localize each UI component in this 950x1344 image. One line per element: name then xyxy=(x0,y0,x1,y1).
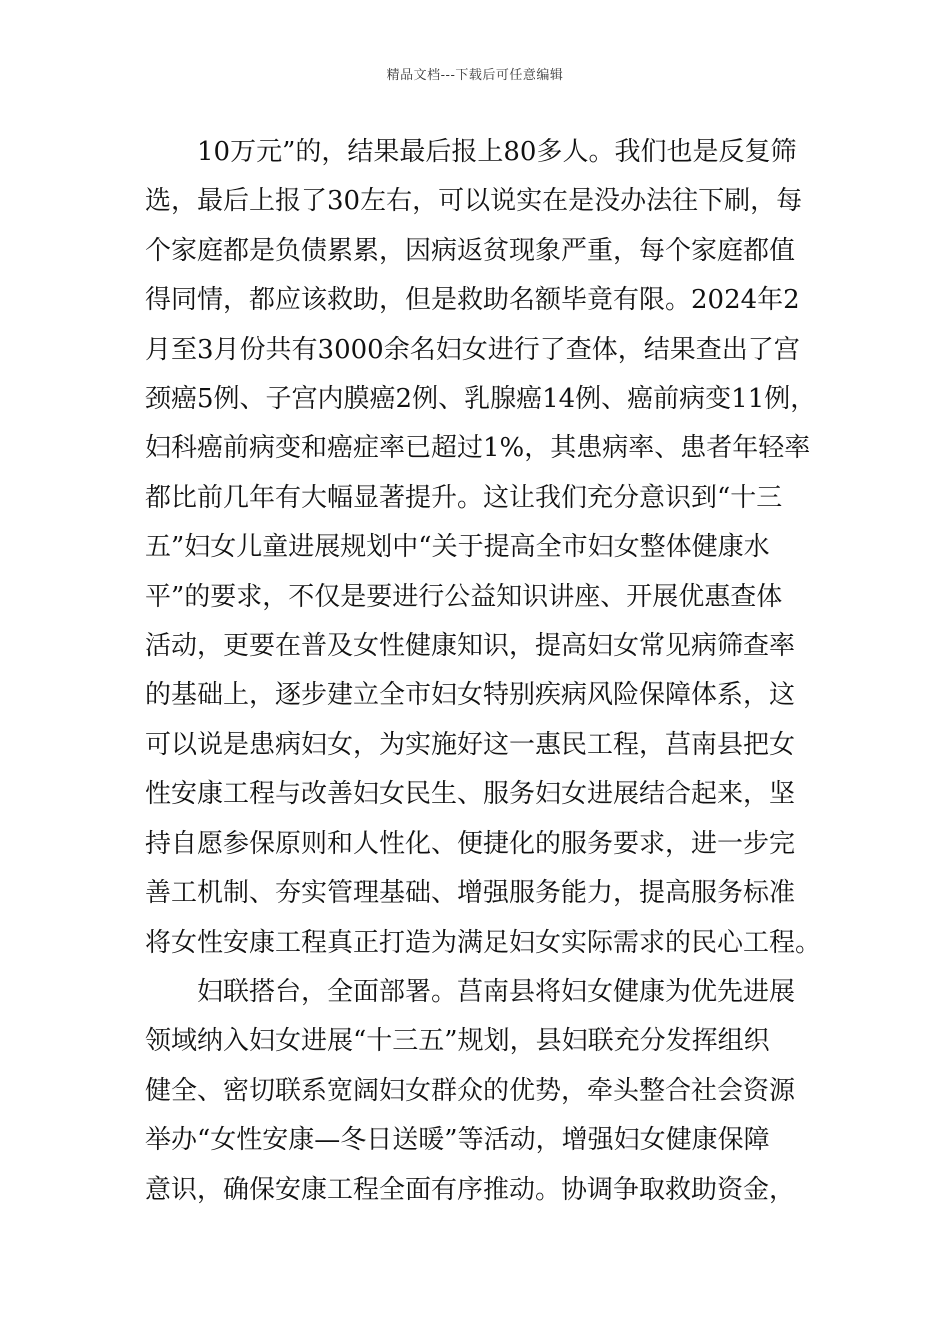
text-line: 举办“女性安康—冬日送暖”等活动，增强妇女健康保障 xyxy=(145,1125,770,1156)
document-body xyxy=(145,128,822,1215)
text-line: 得同情，都应该救助，但是救助名额毕竟有限。2024年2 xyxy=(145,285,800,316)
text-line: 个家庭都是负债累累，因病返贫现象严重，每个家庭都值 xyxy=(145,235,796,266)
text-line: 活动，更要在普及女性健康知识，提高妇女常见病筛查率 xyxy=(145,631,796,662)
text-line: 妇联搭台，全面部署。莒南县将妇女健康为优先进展 xyxy=(197,976,796,1007)
paragraph-2 xyxy=(145,968,805,1215)
text-line: 性安康工程与改善妇女民生、服务妇女进展结合起来，坚 xyxy=(145,779,796,810)
text-line: 的基础上，逐步建立全市妇女特别疾病风险保障体系，这 xyxy=(145,680,796,711)
text-line: 选，最后上报了30左右，可以说实在是没办法往下刷，每 xyxy=(145,186,803,217)
text-line: 健全、密切联系宽阔妇女群众的优势，牵头整合社会资源 xyxy=(145,1075,796,1106)
text-line: 可以说是患病妇女，为实施好这一惠民工程，莒南县把女 xyxy=(145,729,796,760)
text-line: 五”妇女儿童进展规划中“关于提高全市妇女整体健康水 xyxy=(145,532,770,563)
text-line: 月至3月份共有3000余名妇女进行了查体，结果查出了宫 xyxy=(145,334,800,365)
text-line: 意识，确保安康工程全面有序推动。协调争取救助资金， xyxy=(145,1174,796,1205)
text-line: 颈癌5例、子宫内膜癌2例、乳腺癌14例、癌前病变11例， xyxy=(145,384,817,415)
text-line: 妇科癌前病变和癌症率已超过1%，其患病率、患者年轻率 xyxy=(145,433,811,464)
text-line: 都比前几年有大幅显著提升。这让我们充分意识到“十三 xyxy=(145,482,783,513)
text-line: 持自愿参保原则和人性化、便捷化的服务要求，进一步完 xyxy=(145,828,796,859)
text-line: 10万元”的，结果最后报上80多人。我们也是反复筛 xyxy=(197,137,797,167)
text-line: 平”的要求，不仅是要进行公益知识讲座、开展优惠查体 xyxy=(145,581,783,612)
text-line: 将女性安康工程真正打造为满足妇女实际需求的民心工程。 xyxy=(145,927,822,958)
paragraph-1 xyxy=(145,128,822,968)
text-line: 善工机制、夯实管理基础、增强服务能力，提高服务标准 xyxy=(145,878,796,909)
text-line: 领域纳入妇女进展“十三五”规划，县妇联充分发挥组织 xyxy=(145,1026,770,1057)
page-header: 精品文档---下载后可任意编辑 xyxy=(386,68,564,83)
